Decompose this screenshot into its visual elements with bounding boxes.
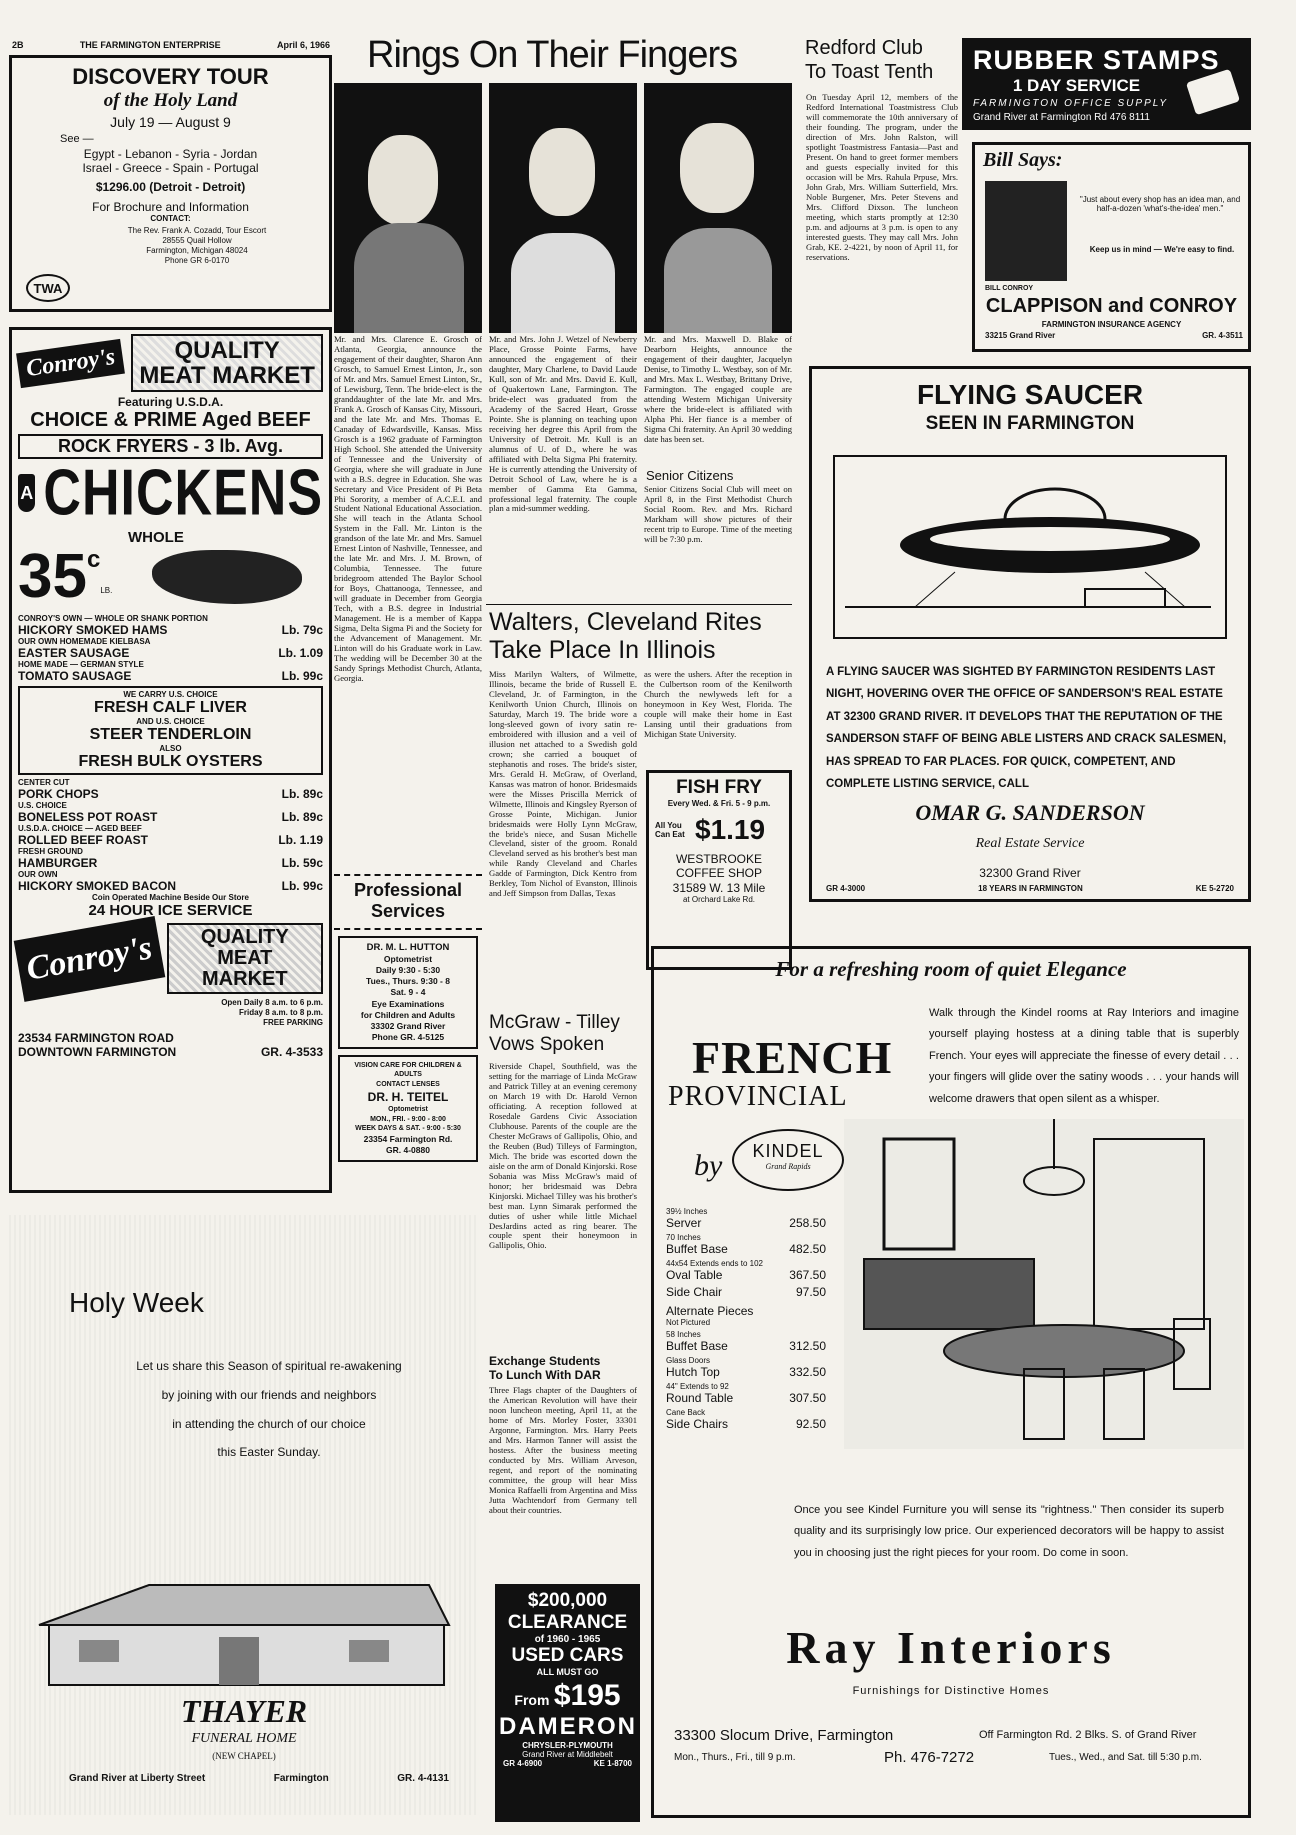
buffet [864, 1259, 1034, 1329]
teitel-line: 23354 Farmington Rd. [363, 1133, 453, 1144]
tour-brochure: For Brochure and Information [92, 200, 249, 214]
tour-dates: July 19 — August 9 [110, 114, 231, 130]
bride-photo-grosch [334, 83, 482, 333]
fish-fry-title: FISH FRY [676, 777, 762, 798]
saucer-illustration [835, 457, 1221, 633]
saucer-address: 32300 Grand River [979, 865, 1081, 880]
ray-intro: Walk through the Kindel rooms at Ray Interiors and imagine yourself playing hostess at a dining table that is superbly French. Your eyes will appreciate the finesse of every detail . . . your fingers will glide over the satiny woods . . . your hands will welcome drawers that open silent as a whisper. [929, 1007, 1239, 1105]
ray-interiors-ad [651, 946, 1251, 1818]
price-item-name: Round Table [666, 1391, 734, 1405]
hutton-line: Phone GR. 4-5125 [371, 1031, 445, 1042]
hutton-line: DR. M. L. HUTTON [366, 942, 450, 953]
price-item-name: Buffet Base [666, 1242, 728, 1256]
meat-item-price: Lb. 1.19 [278, 833, 323, 848]
dameron-phone-ke: KE 1-8700 [593, 1759, 632, 1768]
ice-machine-note: Coin Operated Machine Beside Our Store [92, 893, 249, 903]
tour-places-1: Egypt - Lebanon - Syria - Jordan [83, 147, 258, 161]
thayer-city: Farmington [273, 1773, 329, 1784]
fish-fry-all-you-can-eat: All You Can Eat [655, 821, 685, 839]
ice-service: 24 HOUR ICE SERVICE [88, 902, 253, 920]
agency-subtitle: FARMINGTON INSURANCE AGENCY [1041, 320, 1182, 329]
chicken-price: 35 [18, 542, 87, 612]
saucer-phone-gr: GR 4-3000 [826, 883, 866, 893]
price-item [666, 1356, 826, 1379]
price-item-note: 44x54 Extends ends to 102 [666, 1259, 763, 1268]
meat-item-note: OUR OWN HOMEMADE KIELBASA [18, 637, 151, 647]
teitel-line: DR. H. TEITEL [367, 1090, 449, 1105]
ray-phone: Ph. 476-7272 [884, 1749, 975, 1766]
ray-headline: For a refreshing room of quiet Elegance [775, 957, 1127, 981]
twa-logo-text: TWA [33, 280, 63, 296]
redford-article: On Tuesday April 12, members of the Redford International Toastmistress Club will commemorate the 10th anniversary of their founding. The program, under the direction of Mrs. John Ralston, will spotlight Toastmistress Fantasia—Past and Present. On hand to greet former members and guests especially invited for this occasion will be Mrs. Rahula Prpuse, Mrs. John Grab, Mrs. William Sutterfield, Mrs. Noble Burgener, Mrs. Peter Stevens and Mrs. Clifford Dixson. The luncheon meeting, which starts promptly at 12:30 p.m. and adjourns at 3 p.m. is open to any interested guests. They may call Mrs. John Grab, KE. 2-4221, by noon of April 11, for reservations. [806, 93, 958, 262]
meat-specials-box [18, 686, 323, 775]
ray-outro: Once you see Kindel Furniture you will sense its "rightness." Then consider its superb quality and its surprisingly low price. Our experienced decorators will be happy to assist you in choosing just the right pieces for your room. Do come in soon. [794, 1504, 1224, 1559]
dameron-years: of 1960 - 1965 [534, 1634, 601, 1645]
price-item [666, 1259, 826, 1282]
dameron-name: DAMERON [499, 1713, 637, 1740]
window [349, 1640, 389, 1662]
store-hours-daily: Open Daily 8 a.m. to 6 p.m. [221, 998, 323, 1008]
teitel-card [338, 1055, 478, 1163]
meat-box-line: AND U.S. CHOICE [136, 717, 205, 727]
dameron-location: Grand River at Middlebelt [522, 1750, 613, 1759]
senior-citizens-body: Senior Citizens Social Club will meet on April 8, in the First Methodist Church Social Room. Rev. and Mrs. Richard Markham will show pictures of their recent trip to Europe. Time of the meeting will be 7:30 p.m. [644, 485, 792, 544]
prof-title-1: Professional [353, 880, 463, 900]
meat-title-market: MEAT MARKET [139, 362, 315, 390]
bill-quote: "Just about every shop has an idea man, and half-a-dozen 'what's-the-idea' men." [1079, 195, 1241, 213]
store-phone: GR. 4-3533 [260, 1045, 323, 1060]
saucer-realtor-name: OMAR G. SANDERSON [915, 799, 1145, 825]
article-wetzel: Mr. and Mrs. John J. Wetzel of Newberry Place, Grosse Pointe Farms, have announced the engagement of their daughter, Mary Charlene, to David Laude Kull, son of Mr. and Mrs. David E. Kull, of Quakertown Lane, Farmington. The bride-elect was graduated from the Academy of the Sacred Heart, Grosse Pointe. She is planning on teaching upon receiving her degree this April from the University of Detroit. Mr. Kull is an alumnus of U. of D., where he was affiliated with Delta Sigma Phi fraternity. He is currently attending the University of Detroit School of Law, where he is a member of Gamma Eta Gamma, professional legal fraternity. The couple plan a mid-summer wedding. [489, 335, 637, 514]
meat-item-name: HAMBURGER [18, 856, 98, 871]
saucer-rim [930, 527, 1170, 551]
redford-headline-1: Redford Club [805, 37, 923, 59]
meat-item-price: Lb. 89c [281, 787, 323, 802]
agency-address: 33215 Grand River [985, 331, 1056, 340]
price-item-name: Hutch Top [666, 1365, 720, 1379]
ray-directions: Off Farmington Rd. 2 Blks. S. of Grand River [979, 1729, 1197, 1741]
conroy-logo-bottom [14, 916, 165, 1002]
teitel-line: Optometrist [388, 1106, 428, 1114]
rule [486, 604, 792, 605]
bill-conroy-photo [985, 181, 1067, 281]
issue-date: April 6, 1966 [276, 40, 330, 50]
hutton-line: Sat. 9 - 4 [390, 987, 426, 998]
store-hours-friday: Friday 8 a.m. to 8 p.m. [238, 1007, 323, 1017]
saucer-years: 18 YEARS IN FARMINGTON [978, 883, 1083, 893]
price-item-note: 70 Inches [666, 1233, 701, 1242]
chicken-drawing [152, 550, 302, 604]
store-address: 23534 FARMINGTON ROAD [18, 1031, 174, 1046]
price-item-price: 312.50 [789, 1339, 826, 1353]
price-item [666, 1207, 826, 1230]
rock-fryers: ROCK FRYERS - 3 lb. Avg. [18, 434, 323, 459]
dameron-price: $195 [553, 1679, 621, 1712]
walters-headline-1: Walters, Cleveland Rites [489, 608, 762, 636]
meat-title-quality: QUALITY [200, 926, 289, 949]
saucer-service: Real Estate Service [975, 835, 1085, 851]
tour-price: $1296.00 (Detroit - Detroit) [95, 180, 246, 194]
dameron-brand: CHRYSLER-PLYMOUTH [522, 1741, 613, 1750]
ray-address: 33300 Slocum Drive, Farmington [674, 1727, 894, 1744]
hutton-line: for Children and Adults [360, 1009, 456, 1020]
price-item-name: Alternate Pieces [666, 1304, 754, 1318]
prof-title-2: Services [370, 901, 446, 921]
tour-contact-name: The Rev. Frank A. Cozadd, Tour Escort [127, 226, 267, 235]
rubber-stamps-ad [962, 38, 1251, 130]
meat-item-note: CENTER CUT [18, 778, 70, 788]
meat-item-note: CONROY'S OWN — WHOLE OR SHANK PORTION [18, 614, 208, 624]
thayer-address: Grand River at Liberty Street [69, 1773, 206, 1784]
dameron-phone-gr: GR 4-6900 [503, 1759, 543, 1768]
chickens-headline: CHICKENS [43, 457, 323, 530]
price-item [666, 1330, 826, 1353]
free-parking: FREE PARKING [263, 1017, 323, 1027]
meat-box-line: WE CARRY U.S. CHOICE [123, 690, 218, 700]
price-item-note: Cane Back [666, 1408, 706, 1417]
stamps-store: FARMINGTON OFFICE SUPPLY [973, 98, 1169, 109]
holy-week-ad [9, 1215, 479, 1815]
price-item-note: 44" Extends to 92 [666, 1382, 729, 1391]
page-header [12, 40, 330, 50]
fish-fry-ad [646, 770, 792, 970]
walters-article-b: as were the ushers. After the reception in the Culbertson room of the Kenilworth Church the newlyweds left for a honeymoon in Key West, Florida. The couple will make their home in East Lansing until their graduations from Michigan State University. [644, 670, 792, 739]
page-number: 2B [12, 40, 24, 50]
holy-week-title: Holy Week [69, 1287, 204, 1318]
price-item-note: Glass Doors [666, 1356, 711, 1365]
hutton-card [338, 936, 478, 1049]
price-item [666, 1382, 826, 1405]
meat-box-line: FRESH BULK OYSTERS [78, 753, 263, 771]
conroy-logo-top [16, 339, 125, 388]
meat-item-name: EASTER SAUSAGE [18, 646, 130, 661]
price-item [666, 1408, 826, 1431]
tour-places-2: Israel - Greece - Spain - Portugal [82, 161, 259, 175]
meat-item [18, 824, 323, 847]
holy-week-line: this Easter Sunday. [217, 1445, 321, 1460]
meat-box-line: STEER TENDERLOIN [89, 726, 252, 744]
bill-photo-caption: BILL CONROY [985, 285, 1034, 292]
kindel-city: Grand Rapids [765, 1162, 811, 1171]
meat-item-name: PORK CHOPS [18, 787, 99, 802]
agency-phone: GR. 4-3511 [1202, 331, 1243, 340]
hutton-line: Tues., Thurs. 9:30 - 8 [366, 976, 450, 987]
teitel-line: MON., FRI. - 9:00 - 8:00 [370, 1115, 446, 1123]
saucer-body-text: A FLYING SAUCER WAS SIGHTED BY FARMINGTON RESIDENTS LAST NIGHT, HOVERING OVER THE OFFICE OF SANDERSON'S REAL ESTATE AT 32300 GRAND RIVER. IT DEVELOPS THAT THE REPUTATION OF THE SANDERSON STAFF OF BEING ABLE LISTERS AND CRACK SALESMEN, HAS SPREAD TO FAR PLACES. FOR QUICK, COMPETENT, AND COMPLETE LISTING SERVICE, CALL [826, 666, 1227, 791]
funeral-home-drawing [29, 1575, 459, 1695]
store-city: DOWNTOWN FARMINGTON [18, 1045, 177, 1060]
holy-week-line: Let us share this Season of spiritual re-awakening [136, 1359, 402, 1373]
meat-item [18, 637, 323, 660]
flying-saucer-ad [809, 366, 1251, 902]
dameron-amount: $200,000 [527, 1590, 608, 1611]
exchange-headline-2: To Lunch With DAR [489, 1368, 601, 1383]
chickens-whole: WHOLE [128, 529, 184, 547]
meat-item-name: HICKORY SMOKED BACON [18, 879, 177, 894]
meat-choice-prime: CHOICE & PRIME Aged BEEF [30, 409, 311, 432]
tour-contact-street: 28555 Quail Hollow [162, 236, 232, 245]
price-item-price: 97.50 [795, 1285, 826, 1299]
thayer-chapel: (NEW CHAPEL) [212, 1751, 276, 1761]
price-item-name: Side Chairs [666, 1417, 729, 1431]
ray-hours-late: Mon., Thurs., Fri., till 9 p.m. [674, 1752, 796, 1763]
fish-fry-cross-street: at Orchard Lake Rd. [682, 895, 756, 905]
dameron-from: From [514, 1692, 550, 1708]
article-grosch: Mr. and Mrs. Clarence E. Grosch of Atlanta, Georgia, announce the engagement of their daughter, Sharon Ann Grosch, to Samuel Ernest Linton, Jr., son of Mr. and Mrs. Samuel Ernest Linton, Sr., of Lewisburg, Tenn. The bride-elect is the granddaughter of the late Mr. and Mrs. Frank A. Grosch of Kansas City, Missouri, and the late Mr. and Mrs. Thomas E. Canaday of Edwardsville, Kansas. Miss Grosch is a 1962 graduate of Farmington High School. She attended the University of Tennessee and the University of Georgia, where she will graduate in June with a B.S. degree in Education. She was Secretary and Vice President of Pi Beta Phi Sorority, a member of A.C.E.I. and Student National Educational Association. She will teach in the Atlanta School System in the Fall. Mr. Linton is the grandson of the late Mr. and Mrs. Samuel Ernest Linton of Nashville, Tennessee, and the late Mr. and Mrs. J. M. Brown, of Columbia, Tennessee. The future bridegroom attended The Baylor School for Boys, Chattanooga, Tennessee, and will graduate in December from Georgia Tech, with a B.S. degree in Industrial Management. He is a member of Kappa Sigma, Delta Sigma Pi and the Society for the Advancement of Management. Mr. Linton will do his Graduate work in Law. The wedding will be December 30 at the Sandy Springs Methodist Church, Atlanta, Georgia. [334, 335, 482, 683]
mcgraw-article: Riverside Chapel, Southfield, was the setting for the marriage of Linda McGraw and Patrick Tilley at an evening ceremony on March 19 with Dr. Harold Vernon officiating. A reception followed at Rosedale Gardens Civic Association Clubhouse. Parents of the couple are the Chester McGraws of Gallipolis, Ohio, and the Reuben (Bud) Tilleys of Farmington, Mich. The bride was escorted down the aisle on the arm of Donald Kinjorski. Rose Sobania was Miss McGraw's maid of honor; her bridesmaid was Debra Kinjorski. Michael Tilley was his brother's best man. Lynn Simarak performed the duties of usher while little Michael DesJardins acted as ring bearer. The couple spent their honeymoon in Gallipolis, Ohio. [489, 1062, 637, 1251]
meat-featuring: Featuring U.S.D.A. [117, 395, 224, 410]
price-item-price: 367.50 [789, 1268, 826, 1282]
meat-item-name: HICKORY SMOKED HAMS [18, 623, 168, 638]
thayer-phone: GR. 4-4131 [397, 1773, 449, 1784]
door [219, 1637, 259, 1685]
thayer-name: THAYER [180, 1693, 308, 1729]
price-item [666, 1233, 826, 1256]
meat-item [18, 870, 323, 893]
price-item [666, 1285, 826, 1299]
conroy-logo-text: Conroy's [24, 343, 117, 382]
ray-by: by [694, 1149, 723, 1182]
price-item-name: Oval Table [666, 1268, 723, 1282]
teitel-line: CONTACT LENSES [376, 1080, 440, 1088]
hutton-line: Optometrist [383, 954, 433, 965]
tour-contact-label: CONTACT: [150, 214, 191, 223]
meat-box-line: FRESH CALF LIVER [94, 699, 247, 717]
tour-contact-phone: Phone GR 6-0170 [164, 256, 230, 265]
stamps-service: 1 DAY SERVICE [1012, 76, 1141, 95]
saucer-subtitle: SEEN IN FARMINGTON [925, 413, 1135, 434]
bride-photo-wetzel [489, 83, 637, 333]
fish-fry-days: Every Wed. & Fri. 5 - 9 p.m. [667, 799, 771, 808]
tour-see: See — [60, 133, 94, 145]
meat-item [18, 660, 323, 683]
hutton-line: Daily 9:30 - 5:30 [375, 965, 441, 976]
holy-week-line: in attending the church of our choice [172, 1416, 366, 1431]
rings-headline: Rings On Their Fingers [367, 34, 738, 76]
newspaper-name: THE FARMINGTON ENTERPRISE [79, 40, 221, 50]
beam [915, 572, 955, 607]
chicken-price-unit: LB. [100, 586, 113, 596]
meat-item-price: Lb. 99c [281, 879, 323, 894]
ray-interiors-name: Ray Interiors [786, 1622, 1116, 1673]
hutton-line: 33302 Grand River [370, 1020, 446, 1031]
tour-subtitle: of the Holy Land [103, 90, 238, 111]
price-item-note: 39½ Inches [666, 1207, 708, 1216]
bill-says-title: Bill Says: [983, 149, 1063, 171]
meat-box-line: ALSO [159, 744, 182, 754]
mcgraw-headline-2: Vows Spoken [489, 1033, 605, 1055]
meat-item-note: OUR OWN [18, 870, 58, 880]
mcgraw-headline-1: McGraw - Tilley [489, 1012, 620, 1033]
holy-week-line: by joining with our friends and neighbors [161, 1387, 377, 1402]
teitel-line: VISION CARE FOR CHILDREN & ADULTS [354, 1061, 462, 1079]
price-item-price: 307.50 [789, 1391, 826, 1405]
window [79, 1640, 119, 1662]
usda-shield-text: A [20, 482, 34, 503]
usda-shield-icon [18, 474, 35, 512]
price-item-name: Side Chair [666, 1285, 723, 1299]
price-item [666, 1304, 826, 1327]
provincial-title: PROVINCIAL [668, 1081, 848, 1112]
meat-item-name: ROLLED BEEF ROAST [18, 833, 149, 848]
exchange-article: Three Flags chapter of the Daughters of the American Revolution will have their noon luncheon meeting, April 11, at the home of Mrs. Morley Foster, 33301 Argonne, Farmington. Mrs. Harry Peets and Mrs. Harmon Tanner will assist the hostess. After the business meeting conducted by Mrs. William Arveson, regent, and report of the nominating committee, the group will hear Miss Monica Raffaelli from Argentina and Miss Jutta Wachtendorf from Germany tell about their countries. [489, 1386, 637, 1515]
thayer-subtitle: FUNERAL HOME [191, 1731, 297, 1746]
hutton-line: Eye Examinations [371, 998, 445, 1009]
kindel-logo [732, 1129, 844, 1191]
article-blake: Mr. and Mrs. Maxwell D. Blake of Dearborn Heights, announce the engagement of their daughter, Jacquelyn Denise, to Timothy L. Westbay, son of Mr. and Mrs. Max L. Westbay, Brittany Drive, Farmington. The engaged couple are attending Western Michigan University where the bride-elect is affiliated with Alpha Phi. Her fiance is a member of Sigma Chi fraternity. An April 30 wedding date has been set. [644, 335, 792, 444]
meat-item-note: U.S.D.A. CHOICE — AGED BEEF [18, 824, 142, 834]
meat-item [18, 614, 323, 637]
twa-logo [26, 274, 70, 302]
meat-item-price: Lb. 89c [281, 810, 323, 825]
saucer-phone-ke: KE 5-2720 [1195, 883, 1234, 893]
meat-item-name: TOMATO SAUSAGE [18, 669, 132, 684]
flying-saucer-drawing [833, 455, 1227, 639]
dining-room-illustration [844, 1119, 1244, 1449]
meat-title-quality: QUALITY [174, 337, 280, 364]
kindel-name: KINDEL [752, 1141, 824, 1161]
meat-title-market: MEAT MARKET [202, 947, 288, 991]
agency-name: CLAPPISON and CONROY [985, 295, 1238, 317]
price-item-price: 92.50 [795, 1417, 826, 1431]
meat-item [18, 801, 323, 824]
meat-item-note: FRESH GROUND [18, 847, 83, 857]
roof [39, 1585, 449, 1625]
walters-article-a: Miss Marilyn Walters, of Wilmette, Illinois, became the bride of Russell E. Cleveland, Jr. of Farmington, in the Kenilworth Union Church, Illinois on Saturday, March 19. The bride wore a long-sleeved gown of ivory satin re-embroidered with illusion and a veil of illusion net attached to a Swedish gold crown; she carried a bouquet of stephanotis and roses. The bride's sister, Mrs. Gerald H. McGraw, of Overland, Kansas was matron of honor. Bridesmaids were the Misses Priscilla Merrick of Wilmette, Illinois and Kingsley Ryerson of Grosse Pointe, Michigan. Junior bridesmaids were Holly Lynn McGraw, the bride's niece, and Susan Michelle Cleveland, sister of the groom. Ronald Cleveland served as his brother's best man while Randy Cleveland and Charles Gadde of Farmington, Dick Kentro from Berkley, Tom Nichol of Evanston, Illinois and Jeff Simpson from Dallas, Texas [489, 670, 637, 899]
dameron-ad [495, 1584, 640, 1822]
dameron-used-cars: USED CARS [511, 1645, 624, 1666]
bill-keep: Keep us in mind — We're easy to find. [1089, 245, 1235, 254]
meat-item-price: Lb. 59c [281, 856, 323, 871]
walters-headline-2: Take Place In Illinois [489, 636, 716, 664]
meat-item-note: U.S. CHOICE [18, 801, 67, 811]
price-item-price: 332.50 [789, 1365, 826, 1379]
french-title: FRENCH [692, 1032, 893, 1083]
redford-headline-2: To Toast Tenth [805, 61, 934, 83]
bride-photo-blake [644, 83, 792, 333]
fish-fry-venue-1: WESTBROOKE [675, 852, 762, 866]
ray-tagline: Furnishings for Distinctive Homes [852, 1685, 1050, 1697]
tour-contact-city: Farmington, Michigan 48024 [146, 246, 248, 255]
fish-fry-address: 31589 W. 13 Mile [672, 880, 766, 895]
teitel-line: WEEK DAYS & SAT. - 9:00 - 5:30 [355, 1125, 461, 1133]
meat-item-note: HOME MADE — GERMAN STYLE [18, 660, 144, 670]
professional-services [334, 874, 482, 1204]
dameron-clearance: CLEARANCE [507, 1612, 628, 1633]
price-item-note: Not Pictured [666, 1318, 711, 1327]
price-item-note: 58 Inches [666, 1330, 701, 1339]
stamps-title: RUBBER STAMPS [973, 45, 1220, 75]
discovery-tour-ad [9, 55, 332, 312]
fish-fry-price: $1.19 [695, 814, 766, 845]
meat-item-name: BONELESS POT ROAST [18, 810, 158, 825]
exchange-headline-1: Exchange Students [489, 1354, 601, 1368]
building [1085, 589, 1165, 607]
bill-says-ad [972, 142, 1251, 352]
price-item-name: Buffet Base [666, 1339, 728, 1353]
conroy-logo-text: Conroy's [23, 929, 155, 988]
chicken-price-cents: c [86, 546, 101, 574]
price-item-name: Server [666, 1216, 702, 1230]
meat-item [18, 847, 323, 870]
tour-title: DISCOVERY TOUR [72, 64, 269, 89]
stamps-address: Grand River at Farmington Rd 476 8111 [973, 112, 1150, 123]
conroy-meat-market-ad [9, 327, 332, 1193]
meat-item-price: Lb. 1.09 [278, 646, 323, 661]
dameron-all-must-go: ALL MUST GO [536, 1667, 599, 1677]
saucer-title: FLYING SAUCER [916, 379, 1144, 410]
ray-hours-early: Tues., Wed., and Sat. till 5:30 p.m. [1049, 1752, 1202, 1763]
meat-item-price: Lb. 79c [281, 623, 323, 638]
fish-fry-venue-2: COFFEE SHOP [675, 866, 762, 881]
meat-item [18, 778, 323, 801]
price-item-price: 482.50 [789, 1242, 826, 1256]
teitel-line: GR. 4-0880 [386, 1145, 430, 1155]
price-item-price: 258.50 [789, 1216, 826, 1230]
meat-item-price: Lb. 99c [281, 669, 323, 684]
senior-citizens-head: Senior Citizens [646, 468, 734, 483]
